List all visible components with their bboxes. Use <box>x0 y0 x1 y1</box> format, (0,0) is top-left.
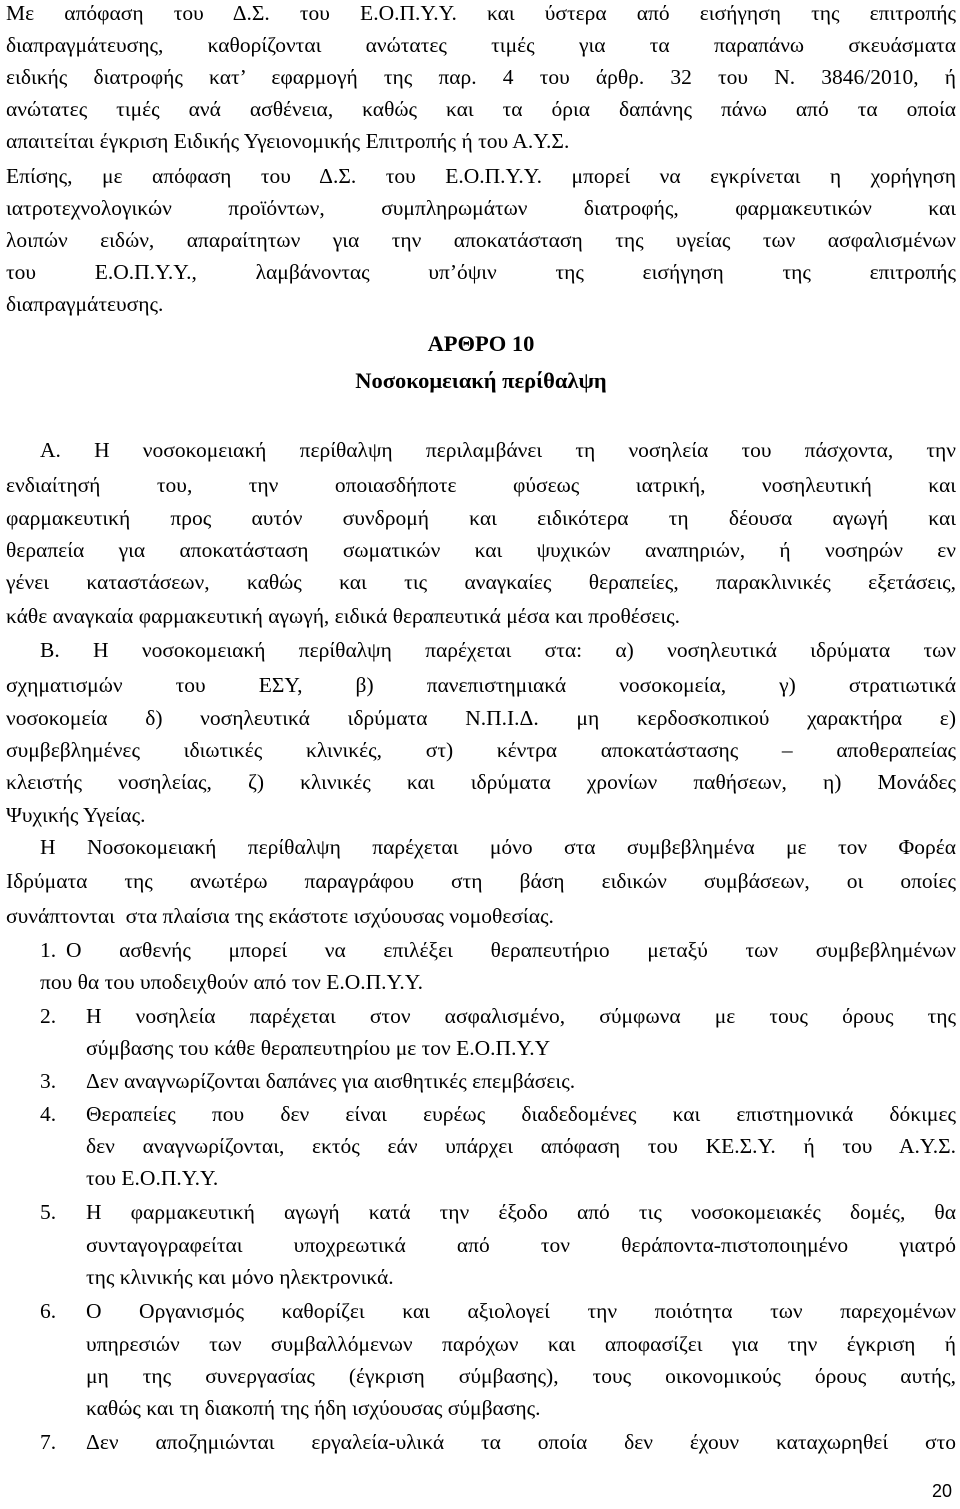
section-b-line: Β. Η νοσοκομειακή περίθαλψη παρέχεται στα: α) νοσηλευτικά ιδρύματα των <box>40 638 956 662</box>
also-line: του Ε.Ο.Π.Υ.Υ., λαμβάνοντας υπ’όψιν της εισήγηση της επιτροπής <box>6 260 956 284</box>
also-line: διαπραγμάτευσης. <box>6 292 164 316</box>
list-item-text: του Ε.Ο.Π.Υ.Υ. <box>86 1166 219 1190</box>
intro-line: απαιτείται έγκριση Ειδικής Υγειονομικής Επιτροπής ή του Α.Υ.Σ. <box>6 129 570 153</box>
list-item-text: Η νοσηλεία παρέχεται στον ασφαλισμένο, σύμφωνα με τους όρους της <box>86 1004 956 1028</box>
list-item-number: 7. <box>40 1430 57 1454</box>
section-b-line: Ψυχικής Υγείας. <box>6 803 146 827</box>
section-a-line: Α. Η νοσοκομειακή περίθαλψη περιλαμβάνει τη νοσηλεία του πάσχοντα, την <box>40 438 956 462</box>
section-b-line: κλειστής νοσηλείας, ζ) κλινικές και ιδρύματα χρονίων παθήσεων, η) Μονάδες <box>6 770 956 794</box>
section-a-line: φαρμακευτική προς αυτόν συνδρομή και ειδικότερα τη δέουσα αγωγή και <box>6 506 956 530</box>
list-item-text: συνταγογραφείται υποχρεωτικά από τον θεράποντα-πιστοποιημένο γιατρό <box>86 1233 956 1257</box>
intro-line: Με απόφαση του Δ.Σ. του Ε.Ο.Π.Υ.Υ. και ύστερα από εισήγηση της επιτροπής <box>6 1 956 25</box>
section-a-line: γένει καταστάσεων, καθώς και τις αναγκαίες θεραπείες, παρακλινικές εξετάσεις, <box>6 570 956 594</box>
section-a-line: ενδιαίτησή του, την οποιασδήποτε φύσεως ιατρική, νοσηλευτική και <box>6 473 956 497</box>
contracted-line: Η Νοσοκομειακή περίθαλψη παρέχεται μόνο στα συμβεβλημένα με τον Φορέα <box>40 835 956 859</box>
list-item-number: 3. <box>40 1069 57 1093</box>
article-number: ΑΡΘΡΟ 10 <box>427 331 535 356</box>
also-line: ιατροτεχνολογικών προϊόντων, συμπληρωμάτων διατροφής, φαρμακευτικών και <box>6 196 956 220</box>
list-item-text: μη της συνεργασίας (έγκριση σύμβασης), τους οικονομικούς όρους αυτής, <box>86 1364 956 1388</box>
list-item-number: 1. <box>40 938 57 962</box>
list-item-number: 2. <box>40 1004 57 1028</box>
section-a-line: κάθε αναγκαία φαρμακευτική αγωγή, ειδικά θεραπευτικά μέσα και προθέσεις. <box>6 604 681 628</box>
list-item-text: Ο Οργανισμός καθορίζει και αξιολογεί την ποιότητα των παρεχομένων <box>86 1299 956 1323</box>
list-item-number: 5. <box>40 1200 57 1224</box>
list-item-text: δεν αναγνωρίζονται, εκτός εάν υπάρχει απόφαση του ΚΕ.Σ.Υ. ή του Α.Υ.Σ. <box>86 1134 956 1158</box>
list-item-text: Δεν αποζημιώνται εργαλεία-υλικά τα οποία δεν έχουν καταχωρηθεί στο <box>86 1430 956 1454</box>
list-item-number: 6. <box>40 1299 57 1323</box>
section-b-line: σχηματισμών του ΕΣΥ, β) πανεπιστημιακά νοσοκομεία, γ) στρατιωτικά <box>6 673 956 697</box>
list-item-text: Ο ασθενής μπορεί να επιλέξει θεραπευτήριο μεταξύ των συμβεβλημένων <box>66 938 956 962</box>
list-item-text: της κλινικής και μόνο ηλεκτρονικά. <box>86 1265 394 1289</box>
list-item-text: σύμβασης του κάθε θεραπευτηρίου με τον Ε.Ο.Π.Υ.Υ <box>86 1036 551 1060</box>
also-line: λοιπών ειδών, απαραίτητων για την αποκατάσταση της υγείας των ασφαλισμένων <box>6 228 956 252</box>
page-number: 20 <box>931 1481 952 1501</box>
list-item-text: Η φαρμακευτική αγωγή κατά την έξοδο από τις νοσοκομειακές δομές, θα <box>86 1200 956 1224</box>
list-item-text: υπηρεσιών των συμβαλλόμενων παρόχων και αποφασίζει για την έγκριση ή <box>86 1332 956 1356</box>
list-item-text: καθώς και τη διακοπή της ήδη ισχύουσας σύμβασης. <box>86 1396 541 1420</box>
also-line: Επίσης, με απόφαση του Δ.Σ. του Ε.Ο.Π.Υ.Υ. μπορεί να εγκρίνεται η χορήγηση <box>6 164 956 188</box>
article-title: Νοσοκομειακή περίθαλψη <box>355 368 607 393</box>
section-b-line: νοσοκομεία δ) νοσηλευτικά ιδρύματα Ν.Π.Ι.Δ. μη κερδοσκοπικού χαρακτήρα ε) <box>6 706 956 730</box>
list-item-number: 4. <box>40 1102 57 1126</box>
list-item-text: Θεραπείες που δεν είναι ευρέως διαδεδομένες και επιστημονικά δόκιμες <box>86 1102 956 1126</box>
list-item-text: Δεν αναγνωρίζονται δαπάνες για αισθητικές επεμβάσεις. <box>86 1069 576 1093</box>
contracted-line: Ιδρύματα της ανωτέρω παραγράφου στη βάση ειδικών συμβάσεων, οι οποίες <box>6 869 956 893</box>
contracted-line: συνάπτονται στα πλαίσια της εκάστοτε ισχύουσας νομοθεσίας. <box>6 904 554 928</box>
intro-line: ανώτατες τιμές ανά ασθένεια, καθώς και τα όρια δαπάνης πάνω από τα οποία <box>6 97 956 121</box>
list-item-text: που θα του υποδειχθούν από τον Ε.Ο.Π.Υ.Υ. <box>40 970 424 994</box>
section-b-line: συμβεβλημένες ιδιωτικές κλινικές, στ) κέντρα αποκατάστασης – αποθεραπείας <box>6 738 956 762</box>
intro-line: ειδικής διατροφής κατ’ εφαρμογή της παρ. 4 του άρθρ. 32 του Ν. 3846/2010, ή <box>6 65 956 89</box>
intro-line: διαπραγμάτευσης, καθορίζονται ανώτατες τιμές για τα παραπάνω σκευάσματα <box>6 33 956 57</box>
section-a-line: θεραπεία για αποκατάσταση σωματικών και ψυχικών αναπηριών, ή νοσηρών εν <box>6 538 956 562</box>
